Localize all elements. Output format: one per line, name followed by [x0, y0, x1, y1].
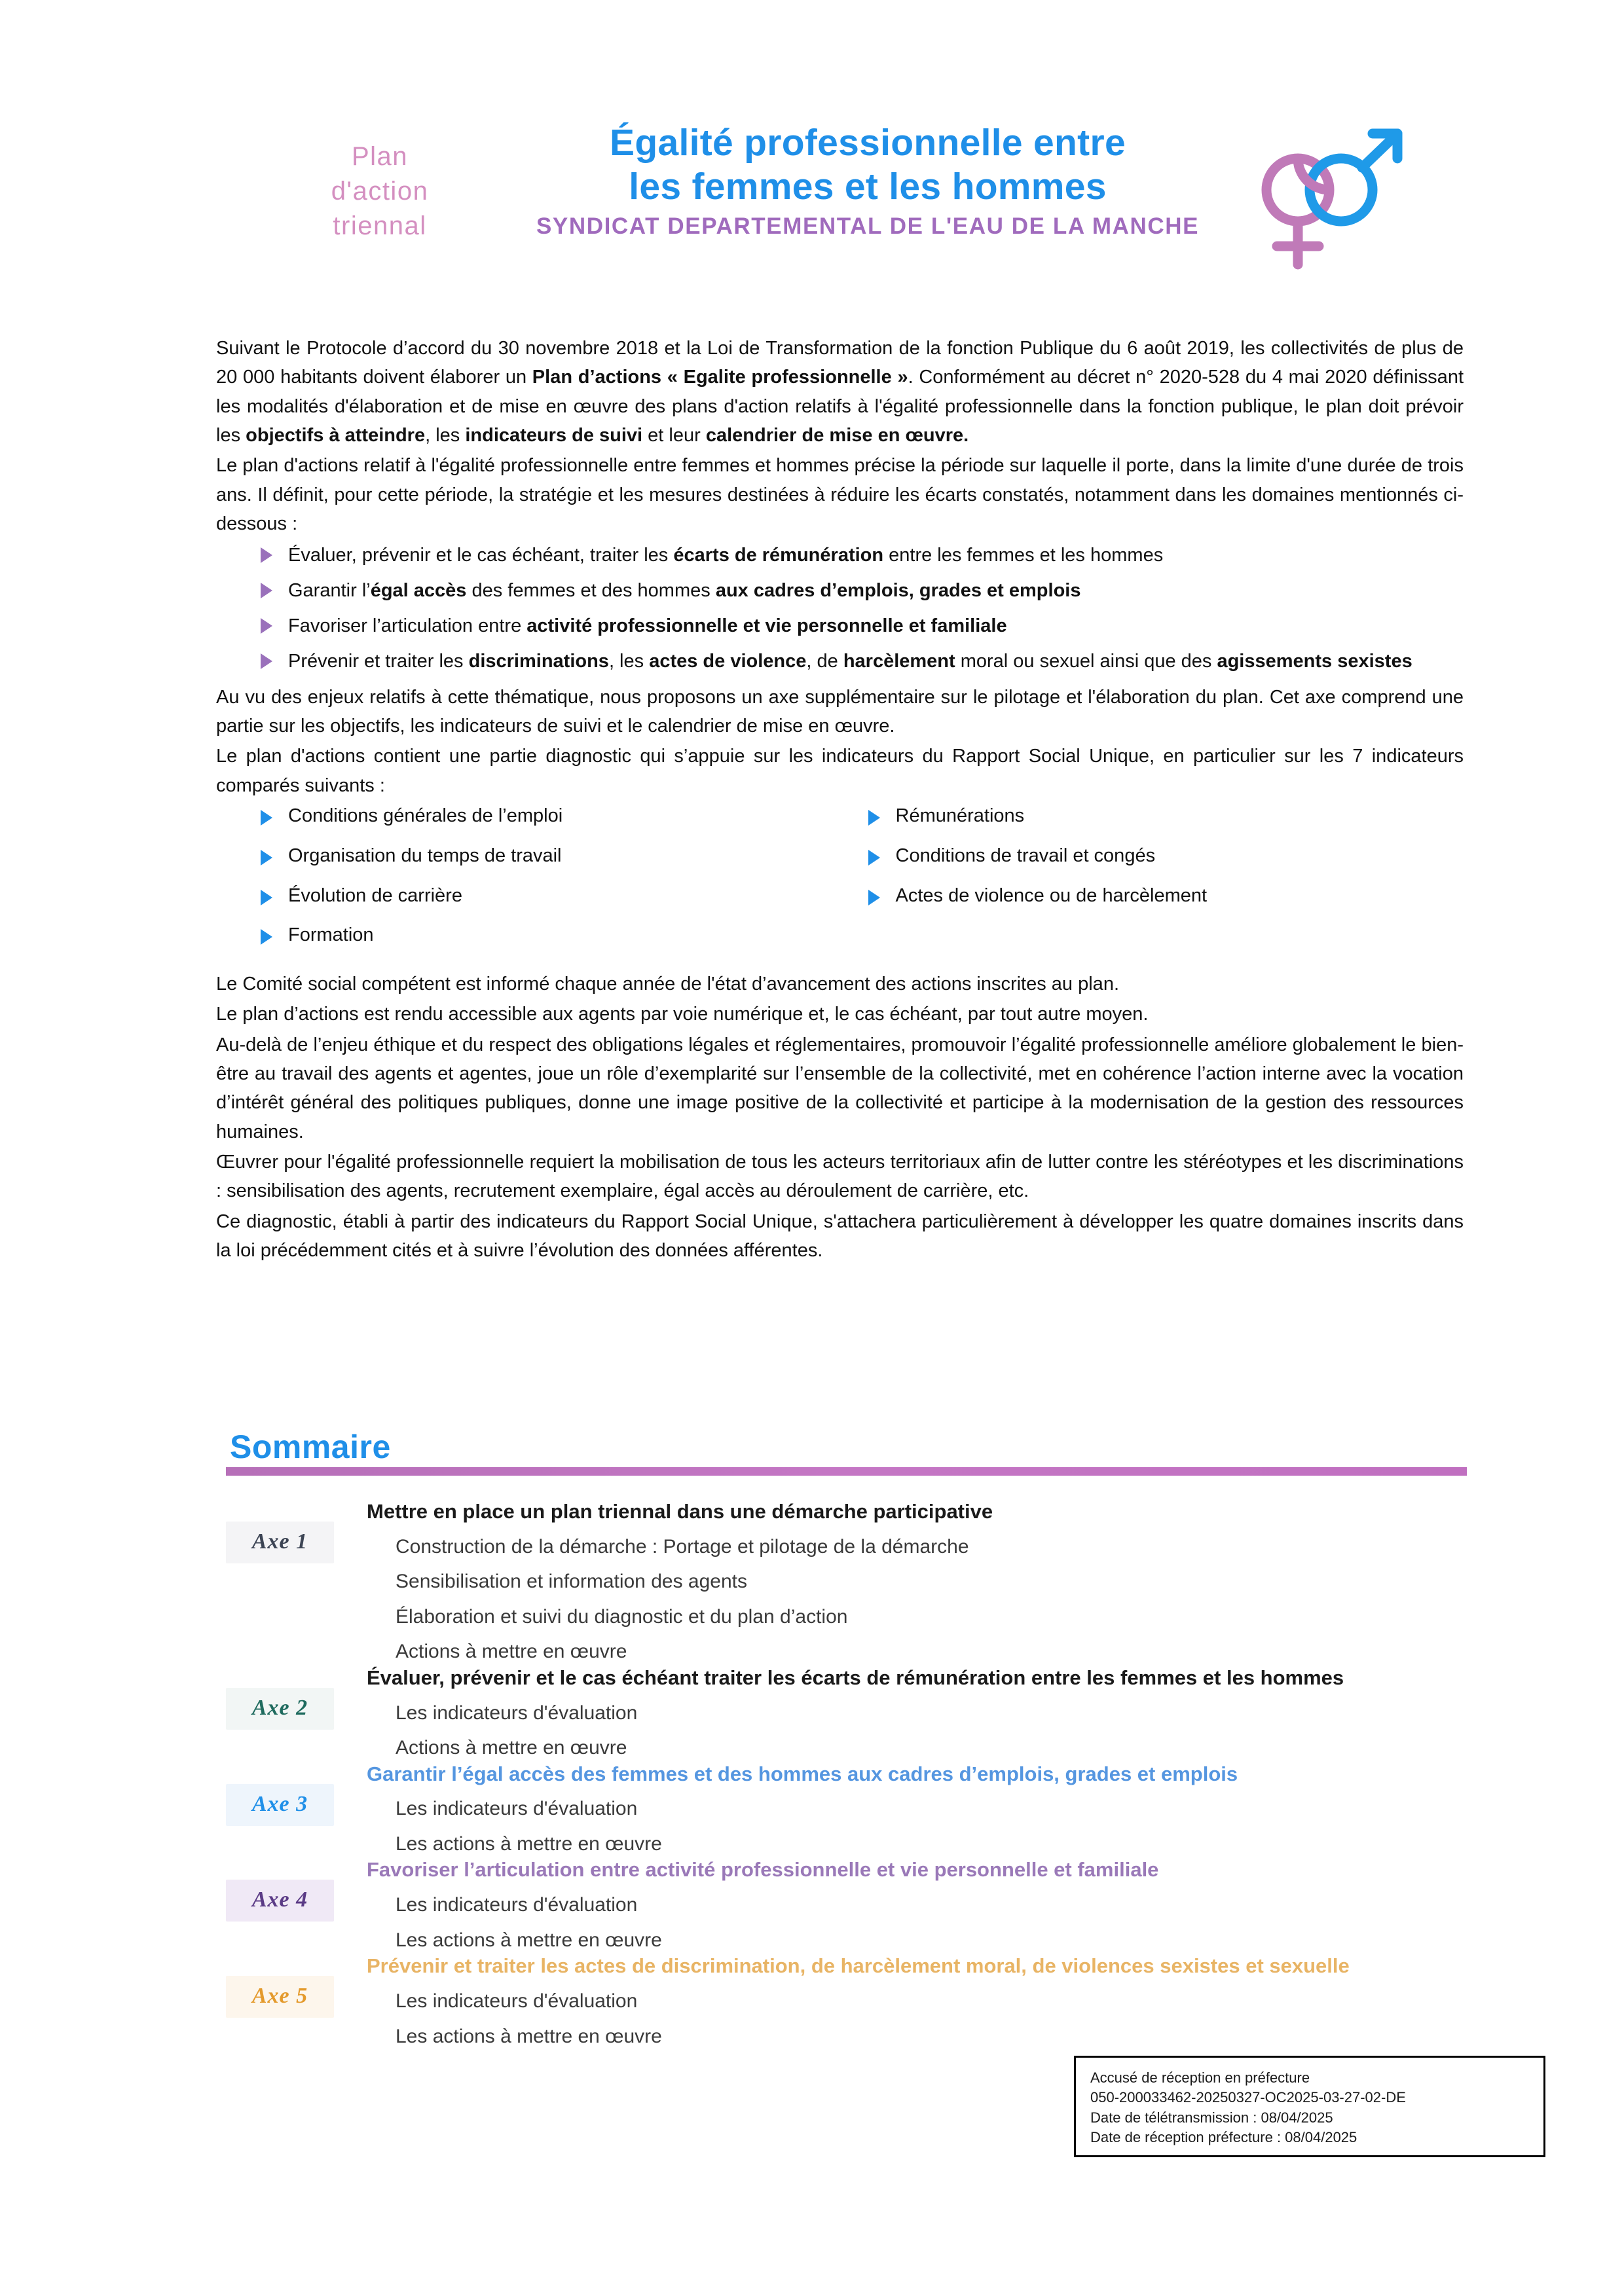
header-left-line-1: Plan: [351, 142, 409, 171]
header-title-block: [478, 121, 1257, 240]
list-item: [249, 647, 1464, 675]
axe-badge: Axe 4: [226, 1880, 334, 1922]
header-left-line-2: d'action: [331, 176, 429, 206]
list-item: [249, 577, 1464, 604]
prefecture-receipt-stamp: [1074, 2056, 1545, 2157]
triangle-bullet-icon: [261, 583, 272, 598]
gender-equality-symbol-icon: [1251, 124, 1414, 275]
sommaire-axe-4[interactable]: [226, 1857, 1470, 1952]
axe-sub-item[interactable]: Sensibilisation et information des agents: [396, 1571, 747, 1593]
list-item: [249, 804, 857, 829]
organisation-subtitle: SYNDICAT DEPARTEMENTAL DE L'EAU DE LA MANCHE: [536, 213, 1200, 239]
axe-body: [367, 1666, 1470, 1760]
axe-badge: Axe 5: [226, 1976, 334, 2018]
triangle-bullet-icon: [261, 890, 272, 905]
sommaire-axe-1[interactable]: [226, 1499, 1470, 1664]
end-paragraph-1: Le Comité social compétent est informé chaque année de l'état d’avancement des actions inscrites au plan.: [216, 973, 1120, 994]
list-item: [249, 541, 1464, 569]
header-left-line-3: triennal: [333, 211, 427, 240]
list-item-label: Évolution de carrière: [288, 884, 462, 906]
axe-heading[interactable]: Mettre en place un plan triennal dans une démarche participative: [367, 1500, 993, 1523]
axe-sub-item[interactable]: Les actions à mettre en œuvre: [396, 2025, 662, 2047]
list-item: [249, 612, 1464, 640]
axe-heading[interactable]: Prévenir et traiter les actes de discrimination, de harcèlement moral, de violences sexistes et sexuelle: [367, 1954, 1350, 1978]
axe-body: [367, 1499, 1470, 1664]
triangle-bullet-icon: [261, 547, 272, 563]
sommaire-section: [226, 1430, 1470, 1476]
axe-body: [367, 1762, 1470, 1857]
axe-sub-item[interactable]: Les actions à mettre en œuvre: [396, 1832, 662, 1855]
end-paragraph-4: Œuvrer pour l'égalité professionnelle requiert la mobilisation de tous les acteurs territoriaux afin de lutter contre les stéréotypes et les discriminations : sensibilisation des agents, recrutement exemplaire, égal accès au déroulement de carrière, etc.: [216, 1152, 1464, 1202]
triangle-bullet-icon: [261, 850, 272, 866]
axe-sub-item[interactable]: Les indicateurs d'évaluation: [396, 1990, 638, 2013]
list-item-label: Évaluer, prévenir et le cas échéant, traiter les écarts de rémunération entre les femmes et les hommes: [288, 544, 1164, 566]
triangle-bullet-icon: [868, 890, 880, 905]
mid-paragraph-1: Au vu des enjeux relatifs à cette thématique, nous proposons un axe supplémentaire sur le pilotage et l'élaboration du plan. Cet axe comprend une partie sur les objectifs, les indicateurs de suivi et le calendrier de mise en œuvre.: [216, 686, 1464, 737]
list-item: [249, 884, 857, 909]
axe-heading[interactable]: Évaluer, prévenir et le cas échéant traiter les écarts de rémunération entre les femmes et les hommes: [367, 1666, 1344, 1689]
end-paragraph-2: Le plan d’actions est rendu accessible aux agents par voie numérique et, le cas échéant, par tout autre moyen.: [216, 1004, 1149, 1025]
list-item-label: Prévenir et traiter les discriminations, les actes de violence, de harcèlement moral ou sexuel ainsi que des agissements sexistes: [288, 650, 1412, 672]
indicator-list-left: [249, 804, 857, 948]
sommaire-axe-5[interactable]: [226, 1954, 1470, 2049]
intro-paragraph-2: Le plan d'actions relatif à l'égalité professionnelle entre femmes et hommes précise la période sur laquelle il porte, dans la limite d'une durée de trois ans. Il définit, pour cette période, la stratégie et les mesures destinées à réduire les écarts constatés, notamment dans les domaines mentionnés ci-dessous :: [216, 455, 1464, 535]
document-body: [216, 334, 1464, 1266]
indicator-list-right: [857, 804, 1464, 908]
list-item-label: Favoriser l’articulation entre activité professionnelle et vie personnelle et familiale: [288, 615, 1007, 636]
axe-sub-item[interactable]: Actions à mettre en œuvre: [396, 1641, 627, 1663]
document-header: [216, 121, 1473, 285]
axe-sub-item[interactable]: Construction de la démarche : Portage et pilotage de la démarche: [396, 1535, 969, 1558]
plan-action-triennal-label: [301, 139, 458, 243]
indicator-column-left: [249, 804, 857, 963]
axe-badge: Axe 3: [226, 1784, 334, 1826]
list-item: [249, 923, 857, 948]
list-item: [249, 844, 857, 869]
axe-heading[interactable]: Garantir l’égal accès des femmes et des hommes aux cadres d’emplois, grades et emplois: [367, 1762, 1238, 1785]
end-paragraph-3: Au-delà de l’enjeu éthique et du respect des obligations légales et réglementaires, promouvoir l’égalité professionnelle améliore globalement le bien-être au travail des agents et agentes, joue un rôle d’exemplarité sur l’ensemble de la collectivité, met en cohérence l’action interne avec la vocation d’intérêt général des politiques publiques, donne une image positive de la collectivité et participe à la modernisation de la gestion des ressources humaines.: [216, 1034, 1464, 1142]
axe-sub-item[interactable]: Actions à mettre en œuvre: [396, 1737, 627, 1759]
sommaire-axes-list: [226, 1499, 1470, 2050]
intro-paragraph-1: Suivant le Protocole d’accord du 30 novembre 2018 et la Loi de Transformation de la fonction Publique du 6 août 2019, les collectivités de plus de 20 000 habitants doivent élaborer un Plan d’actions « Egalite professionnelle ». Conformément au décret n° 2020-528 du 4 mai 2020 définissant les modalités d'élaboration et de mise en œuvre des plans d'action relatifs à l'égalité professionnelle dans la fonction publique, le plan doit prévoir les objectifs à atteindre, les indicateurs de suivi et leur calendrier de mise en œuvre.: [216, 338, 1464, 446]
list-item: [857, 844, 1464, 869]
stamp-line-2: 050-200033462-20250327-OC2025-03-27-02-DE: [1090, 2089, 1406, 2106]
axe-heading[interactable]: Favoriser l’articulation entre activité professionnelle et vie personnelle et familiale: [367, 1858, 1159, 1882]
sommaire-heading: Sommaire: [230, 1429, 391, 1465]
axe-body: [367, 1954, 1470, 2049]
list-item-label: Organisation du temps de travail: [288, 845, 562, 866]
list-item-label: Actes de violence ou de harcèlement: [895, 884, 1208, 906]
triangle-bullet-icon: [868, 810, 880, 826]
triangle-bullet-icon: [261, 653, 272, 669]
list-item-label: Rémunérations: [895, 805, 1025, 827]
stamp-line-3: Date de télétransmission : 08/04/2025: [1090, 2109, 1333, 2126]
page-title-line-2: les femmes et les hommes: [629, 166, 1107, 208]
domain-bullet-list: [216, 541, 1464, 675]
indicator-two-column-list: [216, 804, 1464, 963]
page-title-line-1: Égalité professionnelle entre: [610, 122, 1126, 164]
end-paragraph-5: Ce diagnostic, établi à partir des indicateurs du Rapport Social Unique, s'attachera particulièrement à développer les quatre domaines inscrits dans la loi précédemment cités et à suivre l’évolution des données afférentes.: [216, 1211, 1464, 1262]
triangle-bullet-icon: [261, 810, 272, 826]
list-item: [857, 804, 1464, 829]
list-item-label: Garantir l’égal accès des femmes et des hommes aux cadres d’emplois, grades et emplois: [288, 579, 1081, 601]
sommaire-divider: [226, 1467, 1467, 1476]
axe-badge: Axe 2: [226, 1688, 334, 1730]
axe-sub-item[interactable]: Élaboration et suivi du diagnostic et du plan d’action: [396, 1605, 848, 1628]
axe-badge: Axe 1: [226, 1522, 334, 1563]
stamp-line-1: Accusé de réception en préfecture: [1090, 2069, 1310, 2086]
list-item-label: Conditions de travail et congés: [895, 845, 1156, 866]
sommaire-axe-3[interactable]: [226, 1762, 1470, 1857]
triangle-bullet-icon: [261, 618, 272, 634]
mid-paragraph-2: Le plan d'actions contient une partie diagnostic qui s’appuie sur les indicateurs du Rapport Social Unique, en particulier sur les 7 indicateurs comparés suivants :: [216, 746, 1464, 796]
sommaire-axe-2[interactable]: [226, 1666, 1470, 1760]
stamp-line-4: Date de réception préfecture : 08/04/2025: [1090, 2129, 1357, 2146]
list-item-label: Conditions générales de l’emploi: [288, 805, 563, 827]
axe-body: [367, 1857, 1470, 1952]
indicator-column-right: [857, 804, 1464, 963]
axe-sub-item[interactable]: Les indicateurs d'évaluation: [396, 1894, 638, 1916]
list-item: [857, 884, 1464, 909]
axe-sub-item[interactable]: Les indicateurs d'évaluation: [396, 1798, 638, 1820]
axe-sub-item[interactable]: Les actions à mettre en œuvre: [396, 1929, 662, 1951]
triangle-bullet-icon: [868, 850, 880, 866]
axe-sub-item[interactable]: Les indicateurs d'évaluation: [396, 1702, 638, 1724]
triangle-bullet-icon: [261, 929, 272, 945]
list-item-label: Formation: [288, 924, 374, 946]
